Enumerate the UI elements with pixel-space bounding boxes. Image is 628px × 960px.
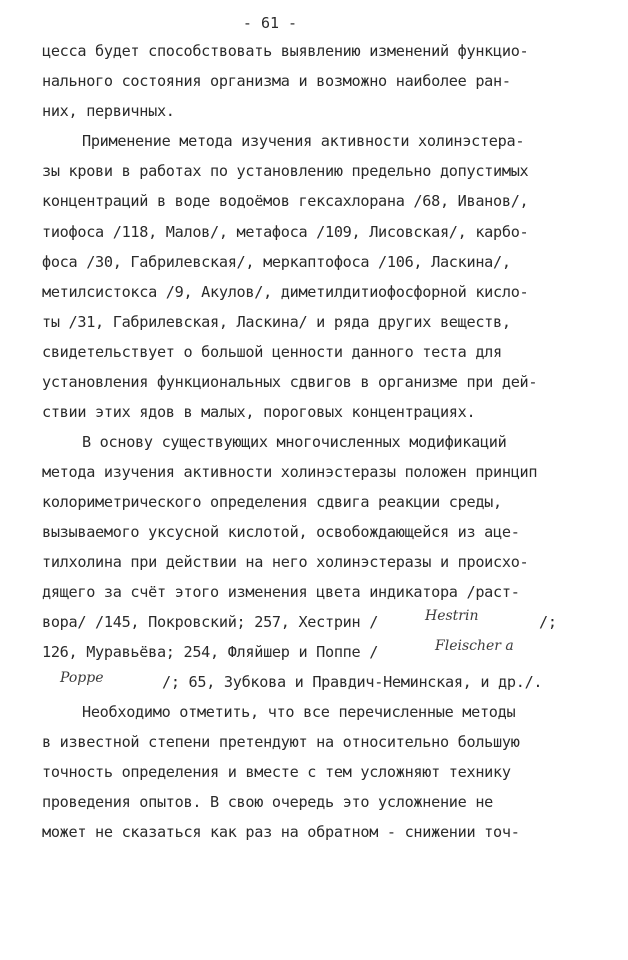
text-line: установления функциональных сдвигов в организме при дей- <box>42 373 538 391</box>
text-line: тилхолина при действии на него холинэстеразы и происхо- <box>42 553 529 571</box>
text-line: метода изучения активности холинэстеразы положен принцип <box>42 463 538 481</box>
handwritten-annotation: Poppe <box>60 670 104 686</box>
text-line: в известной степени претендуют на относительно большую <box>42 733 520 751</box>
handwritten-annotation: Fleischer a <box>435 638 514 654</box>
text-line: них, первичных. <box>42 102 175 120</box>
text-line: тиофоса /118, Малов/, метафоса /109, Лисовская/, карбо- <box>42 223 529 241</box>
text-line: зы крови в работах по установлению предельно допустимых <box>42 162 529 180</box>
text-line: 126, Муравьёва; 254, Фляйшер и Поппе / <box>42 643 379 661</box>
text-line: Применение метода изучения активности холинэстера- <box>82 132 525 150</box>
text-line: точность определения и вместе с тем усложняют технику <box>42 763 511 781</box>
text-line: фоса /30, Габрилевская/, меркаптофоса /106, Ласкина/, <box>42 253 511 271</box>
text-line: /; 65, Зубкова и Правдич-Неминская, и др./. <box>162 673 543 691</box>
text-line: вора/ /145, Покровский; 257, Хестрин / <box>42 613 379 631</box>
text-line: ствии этих ядов в малых, пороговых концентрациях. <box>42 403 476 421</box>
text-line: колориметрического определения сдвига реакции среды, <box>42 493 502 511</box>
text-line: концентраций в воде водоёмов гексахлорана /68, Иванов/, <box>42 192 529 210</box>
text-line: цесса будет способствовать выявлению изменений функцио- <box>42 42 529 60</box>
text-line: /; <box>539 613 557 631</box>
text-line: метилсистокса /9, Акулов/, диметилдитиофосфорной кисло- <box>42 283 529 301</box>
text-line: Необходимо отметить, что все перечисленные методы <box>82 703 516 721</box>
text-line: ты /31, Габрилевская, Ласкина/ и ряда других веществ, <box>42 313 511 331</box>
text-line: проведения опытов. В свою очередь это усложнение не <box>42 793 494 811</box>
text-line: дящего за счёт этого изменения цвета индикатора /раст- <box>42 583 520 601</box>
text-line: может не сказаться как раз на обратном - снижении точ- <box>42 823 520 841</box>
text-line: вызываемого уксусной кислотой, освобождающейся из аце- <box>42 523 520 541</box>
text-line: свидетельствует о большой ценности данного теста для <box>42 343 502 361</box>
page-number: - 61 - <box>242 14 298 32</box>
handwritten-annotation: Hestrin <box>425 608 479 624</box>
text-line: нального состояния организма и возможно наиболее ран- <box>42 72 511 90</box>
text-line: В основу существующих многочисленных модификаций <box>82 433 507 451</box>
